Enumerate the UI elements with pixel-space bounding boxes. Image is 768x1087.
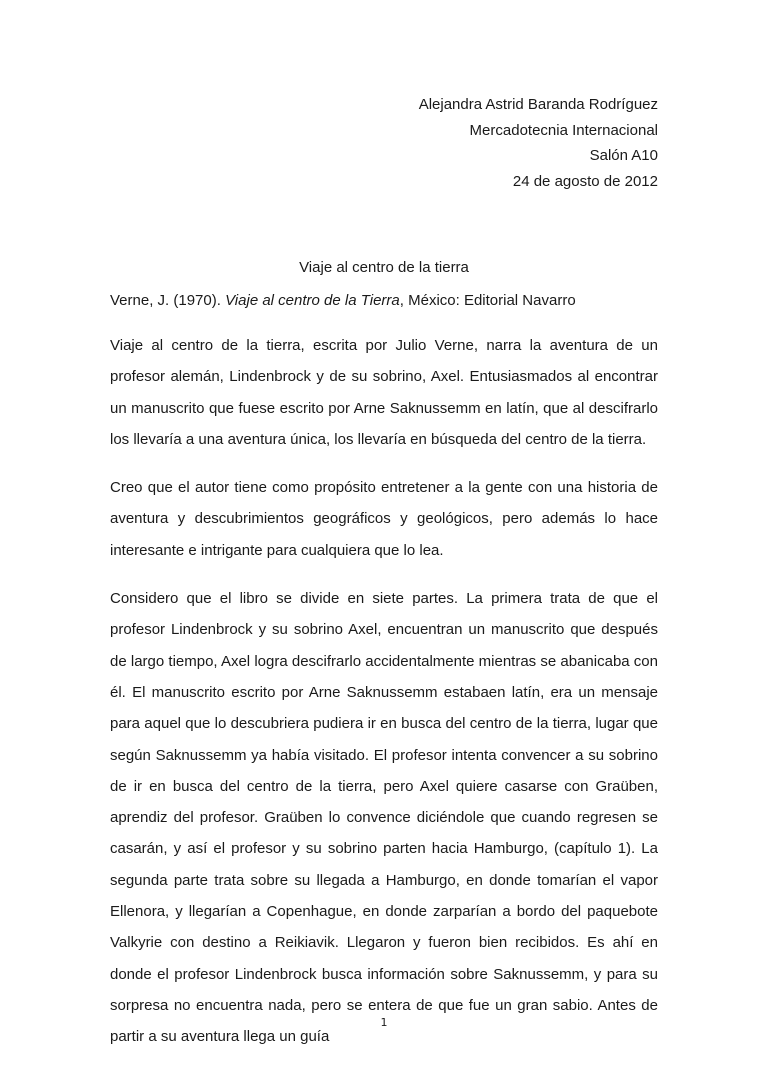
- reference-book-title: Viaje al centro de la Tierra: [225, 292, 400, 309]
- document-body: [110, 289, 658, 1053]
- paragraph-purpose: Creo que el autor tiene como propósito entretener a la gente con una historia de aventura y descubrimientos geográficos y geológicos, pero además lo hace interesante e intrigante para cualquiera que lo lea.: [110, 479, 658, 559]
- paragraph-structure: Considero que el libro se divide en siete partes. La primera trata de que el profesor Lindenbrock y su sobrino Axel, encuentran un manuscrito que después de largo tiempo, Axel logra descifrarlo accidentalmente mientras se abanicaba con él. El manuscrito escrito por Arne Saknussemm estabaen latín, era un mensaje para aquel que lo descubriera pudiera ir en busca del centro de la tierra, lugar que según Saknussemm ya había visitado. El profesor intenta convencer a su sobrino de ir en busca del centro de la tierra, pero Axel quiere casarse con Graüben, aprendiz del profesor. Graüben lo convence diciéndole que cuando regresen se casarán, y así el profesor y su sobrino parten hacia Hamburgo, (capítulo 1). La segunda parte trata sobre su llegada a Hamburgo, en donde tomarían el vapor Ellenora, y llegarían a Copenhague, en donde zarparían a bordo del paquebote Valkyrie con destino a Reikiavik. Llegaron y fueron bien recibidos. Es ahí en donde el profesor Lindenbrock busca información sobre Saknussemm, y para su sorpresa no encuentra nada, pero se entera de que fue un gran sabio. Antes de partir a su aventura llega un guía: [110, 590, 658, 1046]
- bibliographic-reference: [110, 289, 658, 313]
- reference-prefix: Verne, J. (1970).: [110, 292, 226, 309]
- paragraph-summary: Viaje al centro de la tierra, escrita por Julio Verne, narra la aventura de un profesor alemán, Lindenbrock y de su sobrino, Axel. Entusiasmados al encontrar un manuscrito que fuese escrito por Arne Saknussemm en latín, que al descifrarlo los llevaría a una aventura única, los llevaría en búsqueda del centro de la tierra.: [110, 337, 658, 448]
- classroom: Salón A10: [589, 147, 658, 164]
- program-name: Mercadotecnia Internacional: [469, 121, 658, 139]
- reference-suffix: , México: Editorial Navarro: [399, 292, 576, 309]
- header-block: [419, 92, 658, 194]
- page-number: 1: [380, 1016, 388, 1029]
- document-title: Viaje al centro de la tierra: [299, 259, 469, 276]
- author-name: Alejandra Astrid Baranda Rodríguez: [418, 96, 658, 113]
- document-date: 24 de agosto de 2012: [512, 172, 658, 190]
